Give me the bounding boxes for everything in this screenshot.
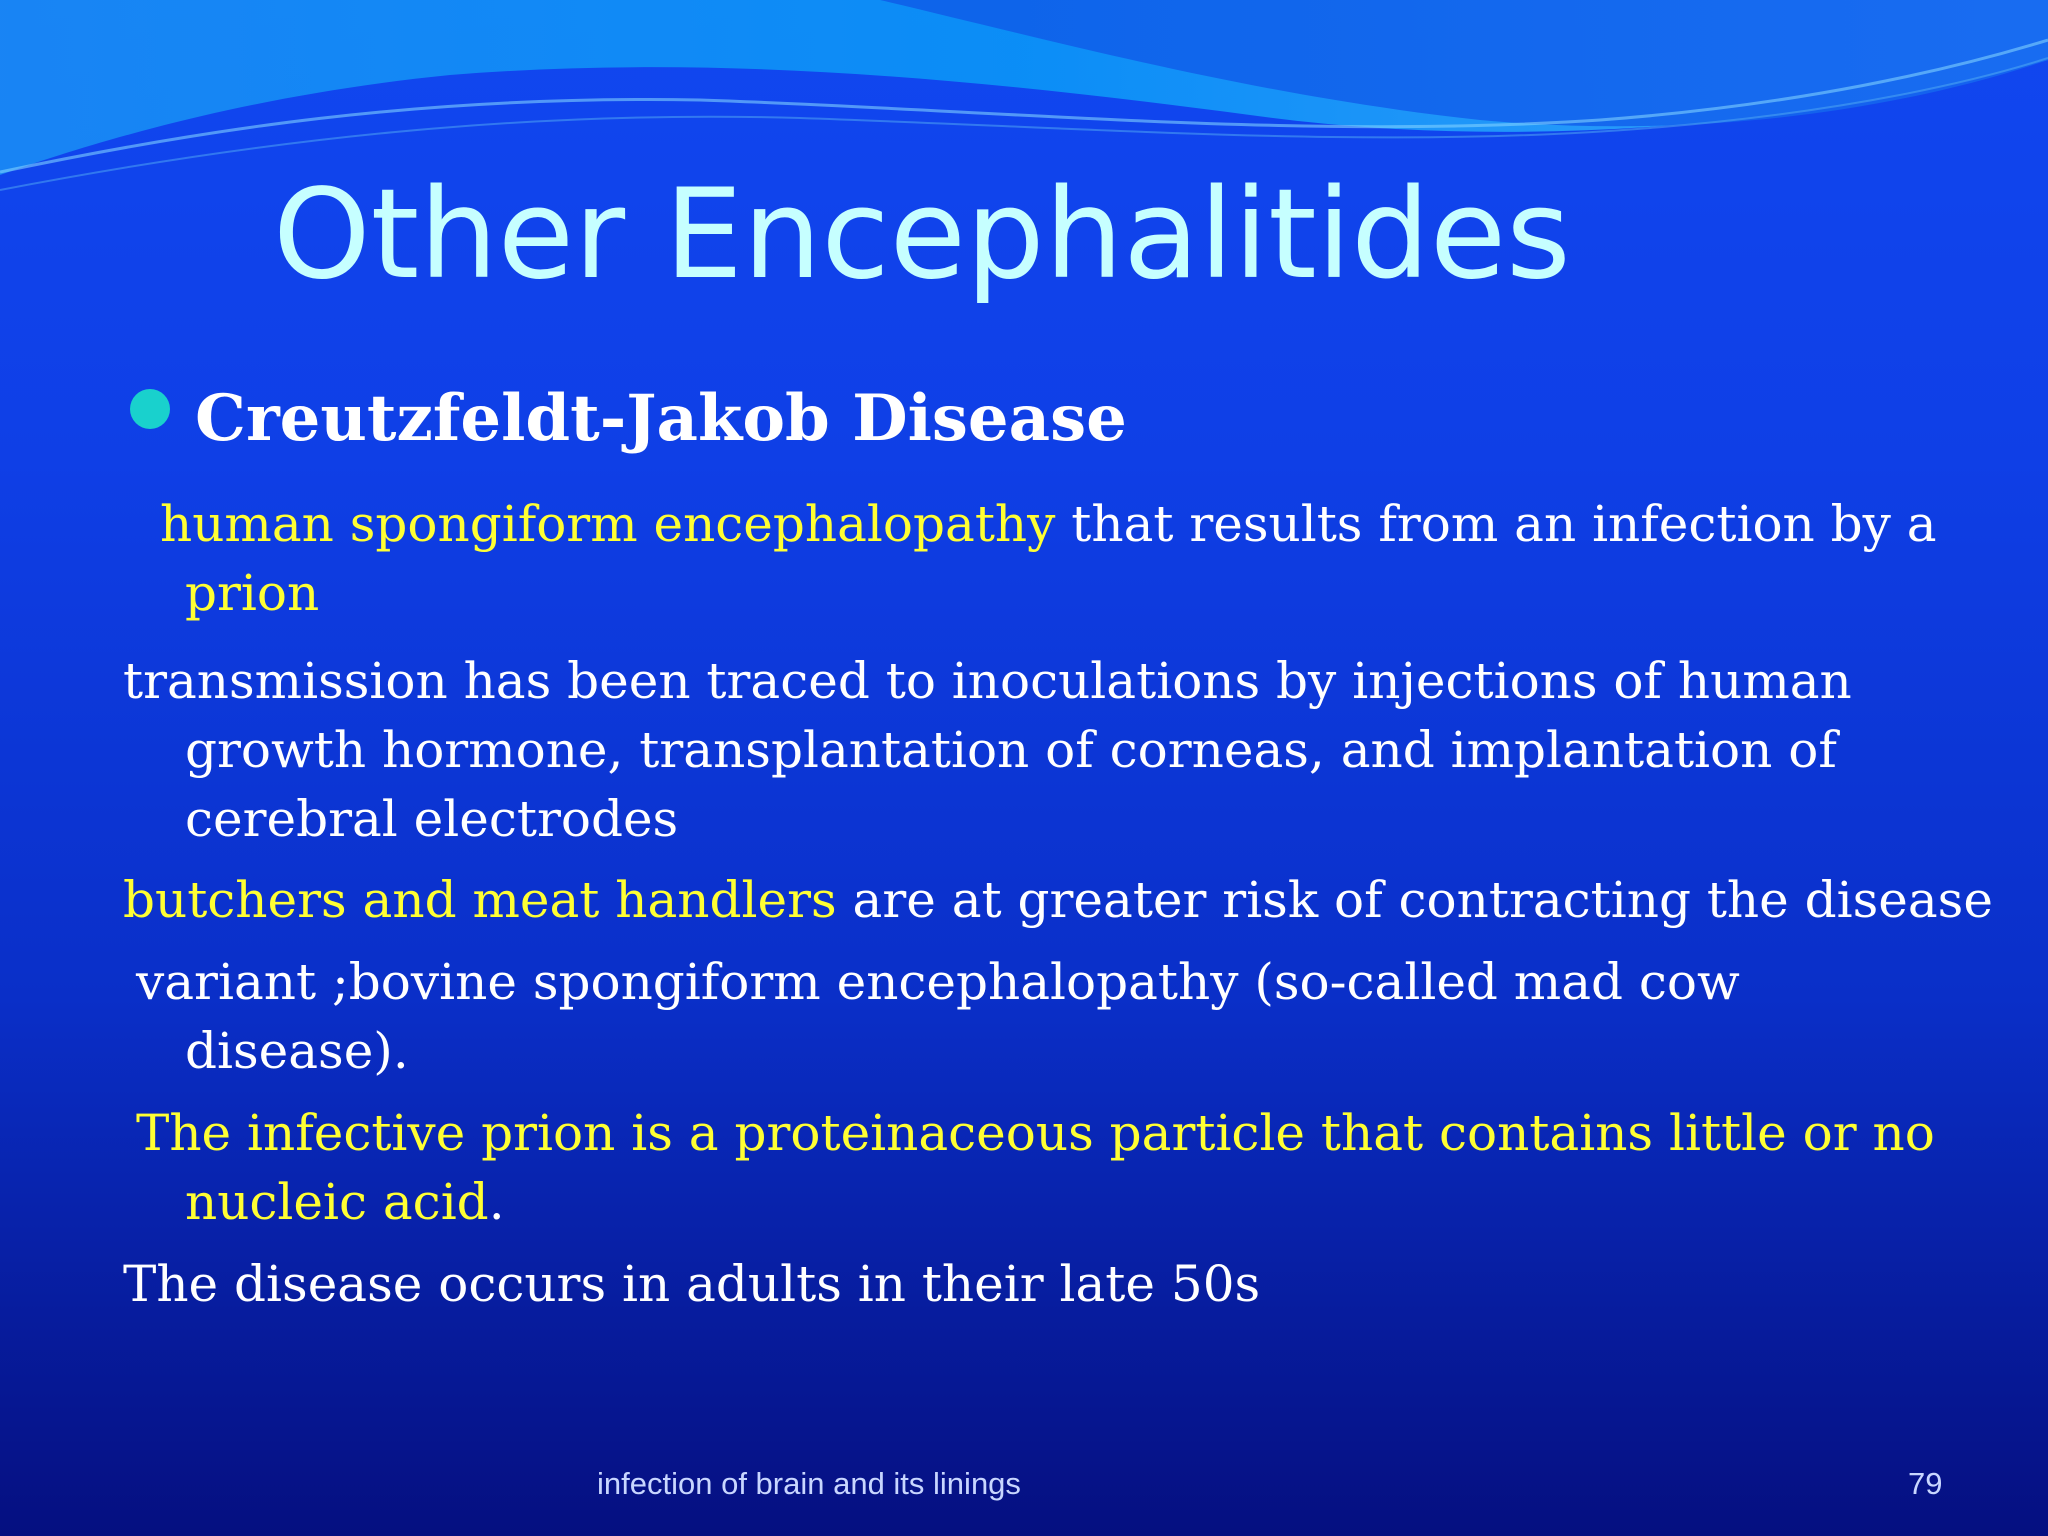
page-number: 79 bbox=[1908, 1466, 1943, 1501]
highlight-text: prion bbox=[185, 564, 320, 622]
highlight-line: The infective prion is a proteinaceous particle that contains little or no bbox=[136, 1104, 1935, 1162]
body-line: cerebral electrodes bbox=[185, 790, 679, 848]
body-line: The disease occurs in adults in their late 50s bbox=[123, 1255, 1261, 1313]
body-text: . bbox=[488, 1173, 505, 1231]
paragraph-age bbox=[123, 1250, 1260, 1319]
section-heading: Creutzfeldt-Jakob Disease bbox=[195, 381, 1127, 456]
footer-text: infection of brain and its linings bbox=[597, 1466, 1021, 1501]
bullet-icon bbox=[130, 389, 170, 429]
paragraph-risk bbox=[123, 866, 1993, 935]
highlight-text: butchers and meat handlers bbox=[123, 871, 837, 929]
body-text: that results from an infection by a bbox=[1055, 495, 1937, 553]
paragraph-prion bbox=[136, 1099, 1935, 1237]
paragraph-transmission bbox=[123, 647, 1852, 854]
highlight-text: nucleic acid bbox=[185, 1173, 489, 1231]
highlight-text: human spongiform encephalopathy bbox=[160, 495, 1056, 553]
slide-title: Other Encephalitides bbox=[273, 163, 1571, 307]
body-line: transmission has been traced to inoculations by injections of human bbox=[123, 652, 1852, 710]
paragraph-variant bbox=[136, 948, 1740, 1086]
paragraph-definition bbox=[160, 490, 1937, 628]
body-text: are at greater risk of contracting the disease bbox=[836, 871, 1993, 929]
body-line: disease). bbox=[185, 1022, 409, 1080]
body-line: variant ;bovine spongiform encephalopathy (so-called mad cow bbox=[136, 953, 1740, 1011]
body-line: growth hormone, transplantation of corneas, and implantation of bbox=[185, 721, 1837, 779]
